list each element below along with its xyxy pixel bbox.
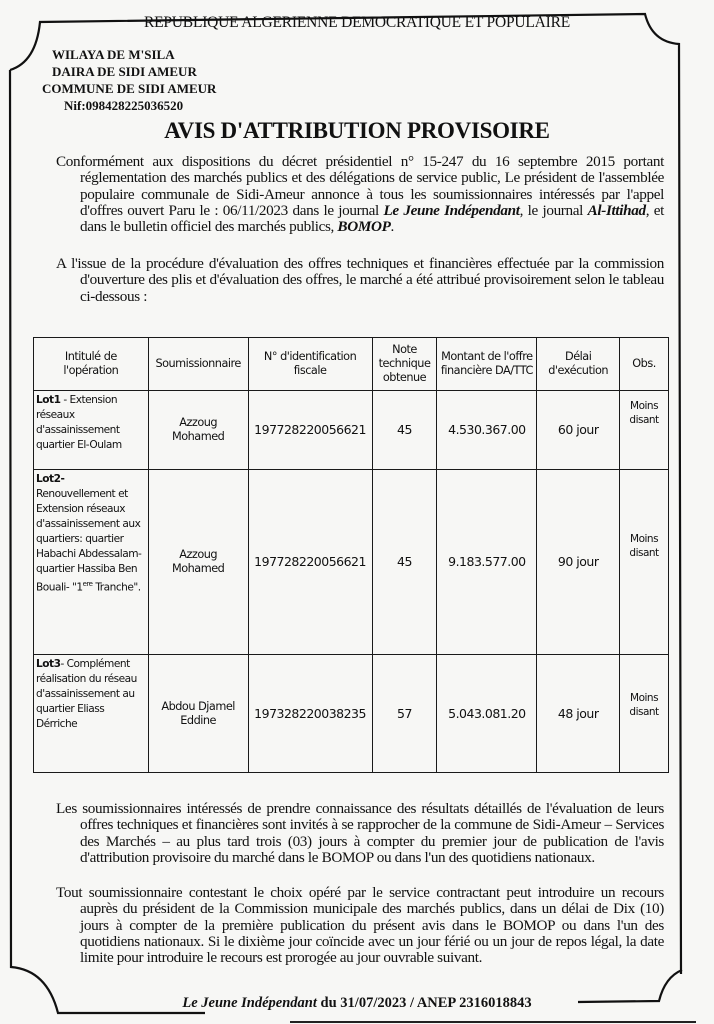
amount-cell: 5.043.081.20 xyxy=(437,655,537,773)
operation-cell: Lot1 - Extension réseaux d'assainissement quartier El-Oulam xyxy=(34,391,149,470)
appeal-paragraph: Tout soumissionnaire contestant le choix opéré par le service contractant peut introduire un recours auprès du président de la Commission municipale des marchés publics, dans un délai de Dix (10) jours à compter de la première publication du présent avis dans le BOMOP ou dans l'un des quotidiens nationaux. Si le dixième jour coïncide avec un jour férié ou un jour de repos légal, la date limite pour introduire le recours est prorogée au jour ouvrable suivant. xyxy=(56,884,664,967)
commune-label: COMMUNE DE SIDI AMEUR xyxy=(42,81,217,96)
footer-reference: du 31/07/2023 / ANEP 2316018843 xyxy=(316,995,532,1011)
amount-cell: 4.530.367.00 xyxy=(437,391,537,470)
bidder-cell: Abdou Djamel Eddine xyxy=(148,655,248,773)
header-obs: Obs. xyxy=(620,338,669,391)
nif-label: Nif:098428225036520 xyxy=(64,98,184,113)
tax-id-cell: 197728220056621 xyxy=(248,470,372,655)
wilaya-label: WILAYA DE M'SILA xyxy=(52,47,175,62)
footer-journal: Le Jeune Indépendant xyxy=(182,995,317,1011)
results-consultation-paragraph: Les soumissionnaires intéressés de prendre connaissance des résultats détaillés de l'évaluation de leurs offres techniques et financières sont invités à se rapprocher de la commune de Sidi-Ameur – Services des Marchés – au plus tard trois (03) jours à compter du premier jour de publication de l'avis d'attribution provisoire du marché dans le BOMOP ou dans l'un des quotidiens nationaux. xyxy=(56,800,664,866)
header-tax-id: N° d'identification fiscale xyxy=(248,338,372,391)
obs-cell: Moins disant xyxy=(620,655,669,773)
delay-cell: 90 jour xyxy=(537,470,620,655)
tax-id-cell: 197728220056621 xyxy=(248,391,372,470)
table-row xyxy=(34,391,669,470)
header-bidder: Soumissionnaire xyxy=(148,338,248,391)
administration-block xyxy=(42,46,217,114)
score-cell: 57 xyxy=(372,655,437,773)
score-cell: 45 xyxy=(372,391,437,470)
publication-footer xyxy=(0,995,714,1012)
delay-cell: 48 jour xyxy=(537,655,620,773)
amount-cell: 9.183.577.00 xyxy=(437,470,537,655)
header-operation: Intitulé de l'opération xyxy=(34,338,149,391)
attribution-table xyxy=(33,337,669,773)
tax-id-cell: 197328220038235 xyxy=(248,655,372,773)
header-delay: Délai d'exécution xyxy=(537,338,620,391)
obs-cell: Moins disant xyxy=(620,391,669,470)
operation-cell: Lot2- Renouvellement et Extension réseaux d'assainissement aux quartiers: quartier Habachi Abdessalam-quartier Hassiba Ben Bouali- "1ere Tranche". xyxy=(34,470,149,655)
journal-name-1: Le Jeune Indépendant xyxy=(383,201,520,219)
obs-cell: Moins disant xyxy=(620,470,669,655)
header-technical-score: Note technique obtenue xyxy=(372,338,437,391)
operation-cell: Lot3- Complément réalisation du réseau d'assainissement au quartier Eliass Dérriche xyxy=(34,655,149,773)
notice-title: AVIS D'ATTRIBUTION PROVISOIRE xyxy=(164,118,550,143)
table-row xyxy=(34,470,669,655)
bulletin-name: BOMOP xyxy=(337,218,391,236)
table-row xyxy=(34,655,669,773)
header-offer-amount: Montant de l'offre financière DA/TTC xyxy=(437,338,537,391)
delay-cell: 60 jour xyxy=(537,391,620,470)
daira-label: DAIRA DE SIDI AMEUR xyxy=(52,64,197,79)
journal-name-2: Al-Ittihad xyxy=(587,201,646,219)
table-header-row xyxy=(34,338,669,391)
republic-heading: REPUBLIQUE ALGERIENNE DEMOCRATIQUE ET POPULAIRE xyxy=(143,14,571,31)
bidder-cell: Azzoug Mohamed xyxy=(148,470,248,655)
evaluation-paragraph: A l'issue de la procédure d'évaluation des offres techniques et financières effectuée par la commission d'ouverture des plis et d'évaluation des offres, le marché a été attribué provisoirement selon le tableau ci-dessous : xyxy=(56,255,664,305)
intro-paragraph: Conformément aux dispositions du décret présidentiel n° 15-247 du 16 septembre 2015 portant réglementation des marchés publics et des délégations de service public, Le président de l'assemblée populaire communale de Sidi-Ameur annonce à tous les soumissionnaires intéressés par l'appel d'offres ouvert Paru le : 06/11/2023 dans le journal Le Jeune Indépendant, le journal Al-Ittihad, et dans le bulletin officiel des marchés publics, BOMOP. xyxy=(56,153,664,236)
bidder-cell: Azzoug Mohamed xyxy=(148,391,248,470)
score-cell: 45 xyxy=(372,470,437,655)
